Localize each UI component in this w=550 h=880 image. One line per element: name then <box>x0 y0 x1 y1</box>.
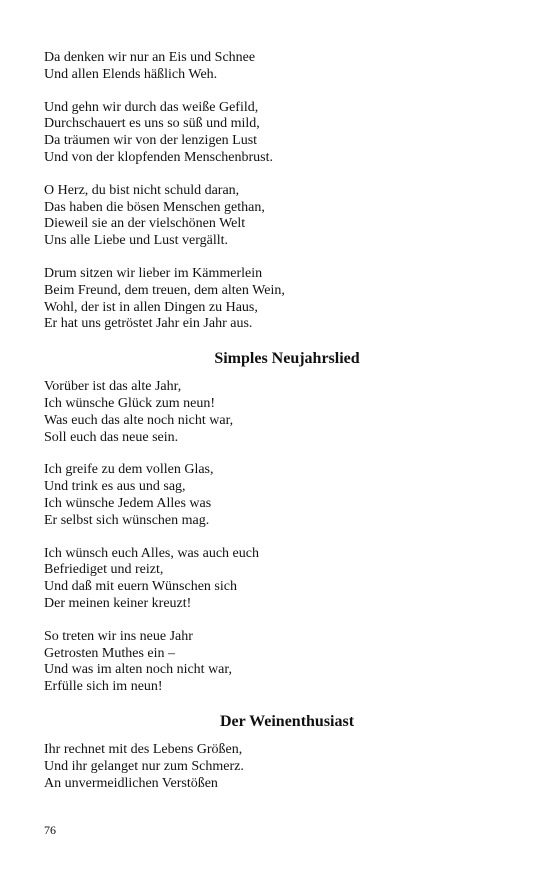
verse-line: Vorüber ist das alte Jahr, <box>44 379 182 395</box>
stanza <box>44 266 510 333</box>
verse-line: Dieweil sie an der vielschönen Welt <box>44 216 246 232</box>
poem-body <box>44 379 510 696</box>
stanza <box>44 379 510 446</box>
poem-continuation <box>44 50 510 333</box>
verse-line: Getrosten Muthes ein – <box>44 645 176 661</box>
stanza <box>44 742 510 792</box>
verse-line: Ich wünsche Glück zum neun! <box>44 395 216 411</box>
verse-line: Und von der klopfenden Menschenbrust. <box>44 149 274 165</box>
verse-line: Da träumen wir von der lenzigen Lust <box>44 133 258 149</box>
poem-title: Der Weinenthusiast <box>219 712 355 730</box>
verse-line: So treten wir ins neue Jahr <box>44 628 193 644</box>
verse-line: Wohl, der ist in allen Dingen zu Haus, <box>44 299 258 315</box>
verse-line: Uns alle Liebe und Lust vergällt. <box>44 233 229 249</box>
verse-line: Da denken wir nur an Eis und Schnee <box>44 50 256 65</box>
verse-line: Erfülle sich im neun! <box>44 679 163 695</box>
stanza <box>44 462 510 529</box>
stanza <box>44 50 510 84</box>
verse-line: Er selbst sich wünschen mag. <box>44 512 210 528</box>
poem-body <box>44 742 510 792</box>
verse-line: Ihr rechnet mit des Lebens Größen, <box>44 741 243 757</box>
verse-line: An unvermeidlichen Verstößen <box>44 775 218 791</box>
page-number: 76 <box>44 823 56 837</box>
verse-line: Was euch das alte noch nicht war, <box>44 412 234 428</box>
stanza <box>44 546 510 613</box>
stanza <box>44 629 510 696</box>
verse-line: Der meinen keiner kreuzt! <box>44 595 192 611</box>
stanza <box>44 100 510 167</box>
verse-line: Und was im alten noch nicht war, <box>44 662 233 678</box>
verse-line: Und gehn wir durch das weiße Gefild, <box>44 99 259 115</box>
verse-line: Er hat uns getröstet Jahr ein Jahr aus. <box>44 316 253 332</box>
poem-title: Simples Neujahrslied <box>214 350 360 368</box>
verse-line: Und ihr gelanget nur zum Schmerz. <box>44 758 244 774</box>
verse-line: O Herz, du bist nicht schuld daran, <box>44 182 240 198</box>
verse-line: Und trink es aus und sag, <box>44 479 186 495</box>
verse-line: Durchschauert es uns so süß und mild, <box>44 116 260 132</box>
verse-line: Drum sitzen wir lieber im Kämmerlein <box>44 265 263 281</box>
verse-line: Soll euch das neue sein. <box>44 429 179 445</box>
verse-line: Das haben die bösen Menschen gethan, <box>44 199 265 215</box>
verse-line: Ich greife zu dem vollen Glas, <box>44 462 214 478</box>
verse-line: Befriediget und reizt, <box>44 562 164 578</box>
verse-line: Und daß mit euern Wünschen sich <box>44 579 237 595</box>
verse-line: Beim Freund, dem treuen, dem alten Wein, <box>44 282 285 298</box>
stanza <box>44 183 510 250</box>
verse-line: Und allen Elends häßlich Weh. <box>44 66 218 82</box>
verse-line: Ich wünsch euch Alles, was auch euch <box>44 545 259 561</box>
verse-line: Ich wünsche Jedem Alles was <box>44 495 212 511</box>
